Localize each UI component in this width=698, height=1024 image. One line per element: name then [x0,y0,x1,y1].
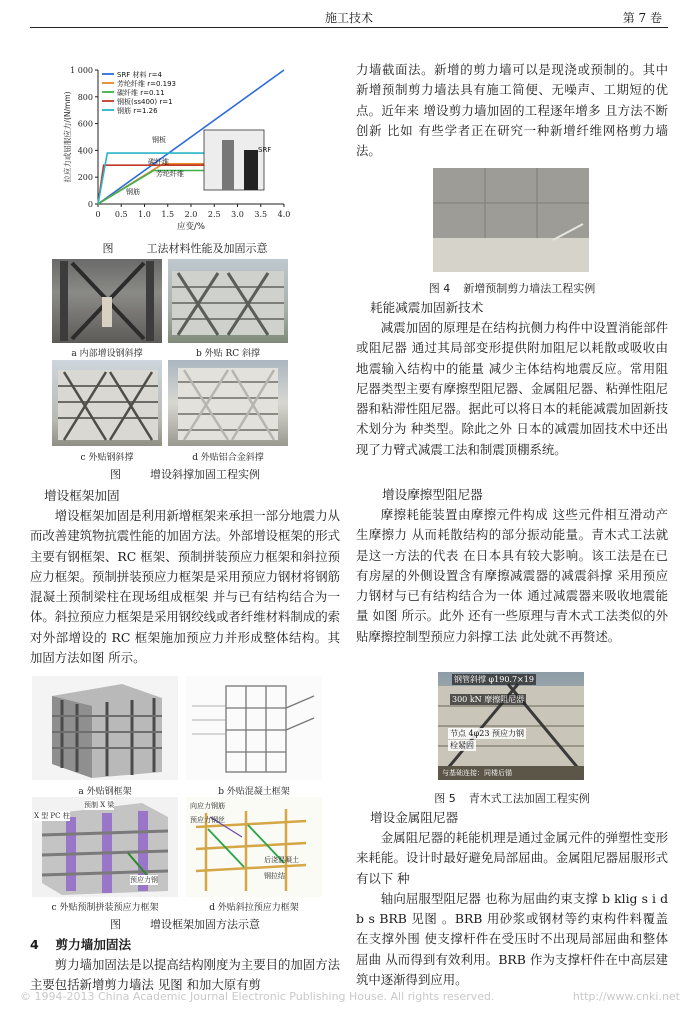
legend-label: 钢筋 r=1.26 [117,107,158,115]
materials-figure [62,62,302,230]
section-paragraph: 轴向屈服型阻尼器 也称为屈曲约束支撑 b klig s i d b s BRB 见图 。BRB 用砂浆或钢材等约束构件料覆盖在支撑外围 使支撑杆件在受压时不出现局部屈曲和整体屈曲 从而得到有效利用。BRB 作为支撑杆件在中高层建筑中逐渐得到应用。 [356,890,668,988]
figure-caption-materials [30,240,340,256]
fig4-photo [433,168,589,272]
x-tick-label: 3.5 [254,210,268,219]
stress-strain-chart [62,62,302,230]
y-tick-label: 600 [77,119,93,129]
chart-annotation: 碳纤维 [148,158,169,166]
x-tick-label: 2.5 [207,210,221,219]
figure-caption-fig4 [356,280,668,296]
y-axis-label: 拉应力或屈服应力/(N/mm) [63,91,72,183]
y-tick-label: 0 [87,200,93,209]
y-tick-label: 1 000 [70,66,93,75]
brace-photo-d [168,360,288,446]
sketch-column [244,150,258,190]
page-header [0,0,698,28]
figure-title: 增设框架加固方法示意 [150,918,260,931]
figure-title: 新增预制剪力墙法工程实例 [463,282,596,295]
figure-title: 青木式工法加固工程实例 [468,792,590,805]
fig5-inner-label: 节点 4φ23 预应力钢 [450,729,524,738]
section-damping [356,298,668,460]
figure-label: 图 [110,468,121,481]
brace-caption-c: c 外贴钢斜撑 [80,453,134,463]
brace-photo-b [168,259,288,343]
brace-caption-a: a 内部增设钢斜撑 [71,349,143,359]
frame-inner-label: 后浇混凝土 [264,856,299,864]
figure-caption-frame [30,916,340,932]
source-url: http://www.cnki.net [572,990,680,1003]
brace-caption-b: b 外贴 RC 斜撑 [195,349,260,359]
brace-photo-a [52,259,162,343]
legend-label: 钢板(ss400) r=1 [117,98,173,106]
section-metal [356,808,668,990]
chart-annotation: 芳纶纤维 [156,170,184,178]
legend-label: 芳纶纤维 r=0.193 [117,80,177,88]
y-tick-label: 200 [77,173,93,183]
frame-inner-label: 钢拉结 [264,872,285,880]
frame-inner-label: 向应力钢筋 [190,802,225,810]
section-heading: 增设金属阻尼器 [370,810,459,825]
frame-inner-label: 预应力钢 [130,876,158,884]
section-heading: 耗能减震加固新技术 [370,300,484,315]
fig5-photo [438,672,584,780]
figure-label: 图 [102,242,114,255]
frame-inner-label: X 型 PC 柱 [34,812,70,820]
figure-label: 图 4 [428,282,451,295]
fig5-inner-label: 栓紧固 [450,741,474,750]
section-paragraph: 力墙截面法。新增的剪力墙可以是现浇或预制的。其中 新增预制剪力墙法具有施工简便、无噪声、工期短的优点。近年来 增设剪力墙加固的工程逐年增多 且方法不断创新 比如 有些学者正在研究一种新增纤维网格剪力墙法。 [356,62,668,159]
chart-annotation: 钢筋 [126,188,140,196]
x-tick-label: 4.0 [277,210,291,219]
section-friction [356,485,668,647]
legend-label: SRF 材料 r=4 [117,71,162,79]
y-tick-label: 800 [77,92,93,102]
section-title: 剪力墙加固法 [55,937,132,952]
figure-caption-fig5 [356,790,668,806]
section-paragraph: 金属阻尼器的耗能机理是通过金属元件的弹塑性变形来耗能。设计时最好避免局部屈曲。金属阻尼器屈服形式有以下 种 [356,830,668,886]
fig5-inner-label: 与基础连接：同楼后锚 [442,769,512,777]
frame-panel-a [32,676,178,780]
copyright-text: © 1994-2013 China Academic Journal Electronic Publishing House. All rights reserved. [20,990,495,1003]
header-rule [30,27,668,28]
section-paragraph: 摩擦耗能装置由摩擦元件构成 这些元件相互滑动产生摩擦力 从而耗散结构的部分振动能量。青木式工法就是这一方法的代表 在日本具有较大影响。该工法是在已有房屋的外侧设置含有摩擦减震器的减震斜撑 采用预应力钢材与已有结构结合为一体 通过减震器来吸收地震能量 如图 所示。此外 还有一些原理与青木式工法类似的外贴摩擦控制型预应力斜撑工法 此处就不再赘述。 [356,507,668,644]
frame-caption-b: b 外贴混凝土框架 [218,787,290,797]
brace-caption-d: d 外贴铝合金斜撑 [192,453,264,463]
x-axis-label: 应变/% [177,222,205,230]
figure-label: 图 5 [434,792,456,805]
section-paragraph: 减震加固的原理是在结构抗侧力构件中设置消能部件或阻尼器 通过其局部变形提供附加阻尼以耗散或吸收由地震输入结构中的能量 减少主体结构地震反应。常用阻尼器类型主要有摩擦型阻尼器、金属阻尼器、粘弹性阻尼器和粘滞性阻尼器。据此可以将日本的耗能减震加固新技术划分为 种类型。除此之外 日本的减震加固技术中还出现了力臂式减震工法和制震顶棚系统。 [356,320,668,457]
sketch-column [222,140,234,190]
frame-caption-c: c 外贴预制拼装预应力框架 [51,903,159,913]
chart-annotation: SRF [258,146,272,154]
x-tick-label: 0.5 [114,210,128,219]
copyright-footer [20,990,680,1003]
figure-title: 增设斜撑加固工程实例 [150,468,260,481]
figure-title: 工法材料性能及加固示意 [146,242,268,255]
x-tick-label: 1.0 [138,210,151,219]
legend-label: 碳纤维 r=0.11 [117,89,165,97]
section-paragraph: 增设框架加固是利用新增框架来承担一部分地震力从而改善建筑物抗震性能的加固方法。外部增设框架的形式主要有钢框架、RC 框架、预制拼装预应力框架和斜拉预应力框架。预制拼装预应力框架是采用预应力钢材将钢筋混凝土预制梁柱在现场组成框架 并与已有结构结合为一体。斜拉预应力框架是采用钢绞线或者纤维材料制成的索 对外部增设的 RC 框架施加预应力并形成整体结构。其加固方法如图 所示。 [30,508,340,666]
x-tick-label: 0 [95,210,101,219]
fig5-inner-label: 钢管斜撑 φ190.7×19 [454,675,534,684]
frame-caption-a: a 外贴钢框架 [78,787,132,797]
journal-title: 施工技术 [324,11,373,25]
right-top-text [356,60,668,161]
figure-label: 图 [110,918,121,931]
frame-panel-b [186,676,322,780]
fig5-inner-label: 300 kN 摩擦阻尼器 [452,695,525,704]
x-tick-label: 1.5 [161,210,175,219]
section-heading [30,935,340,955]
brace-photo-c [52,360,162,446]
section-heading: 增设摩擦型阻尼器 [382,487,483,502]
frame-caption-d: d 外贴斜拉预应力框架 [209,903,299,913]
figure-caption-brace [30,466,340,482]
section-frame [30,486,340,668]
x-tick-label: 2.0 [184,210,198,219]
y-tick-label: 400 [77,146,93,156]
frame-panel-d [186,797,322,897]
section-paragraph: 剪力墙加固法是以提高结构刚度为主要目的加固方法 主要包括新增剪力墙法 见图 和加大原有剪 [30,957,340,993]
frame-inner-label: 预制 X 梁 [84,801,115,809]
frame-inner-label: 预应力钢丝 [190,816,225,824]
section-number: 4 [30,937,39,952]
chart-annotation: 钢板 [152,136,166,144]
x-tick-label: 3.0 [231,210,244,219]
frame-panel-c [32,797,178,897]
section-shear-wall [30,935,340,996]
volume-number: 第 7 卷 [622,11,662,25]
section-heading: 增设框架加固 [44,488,120,503]
